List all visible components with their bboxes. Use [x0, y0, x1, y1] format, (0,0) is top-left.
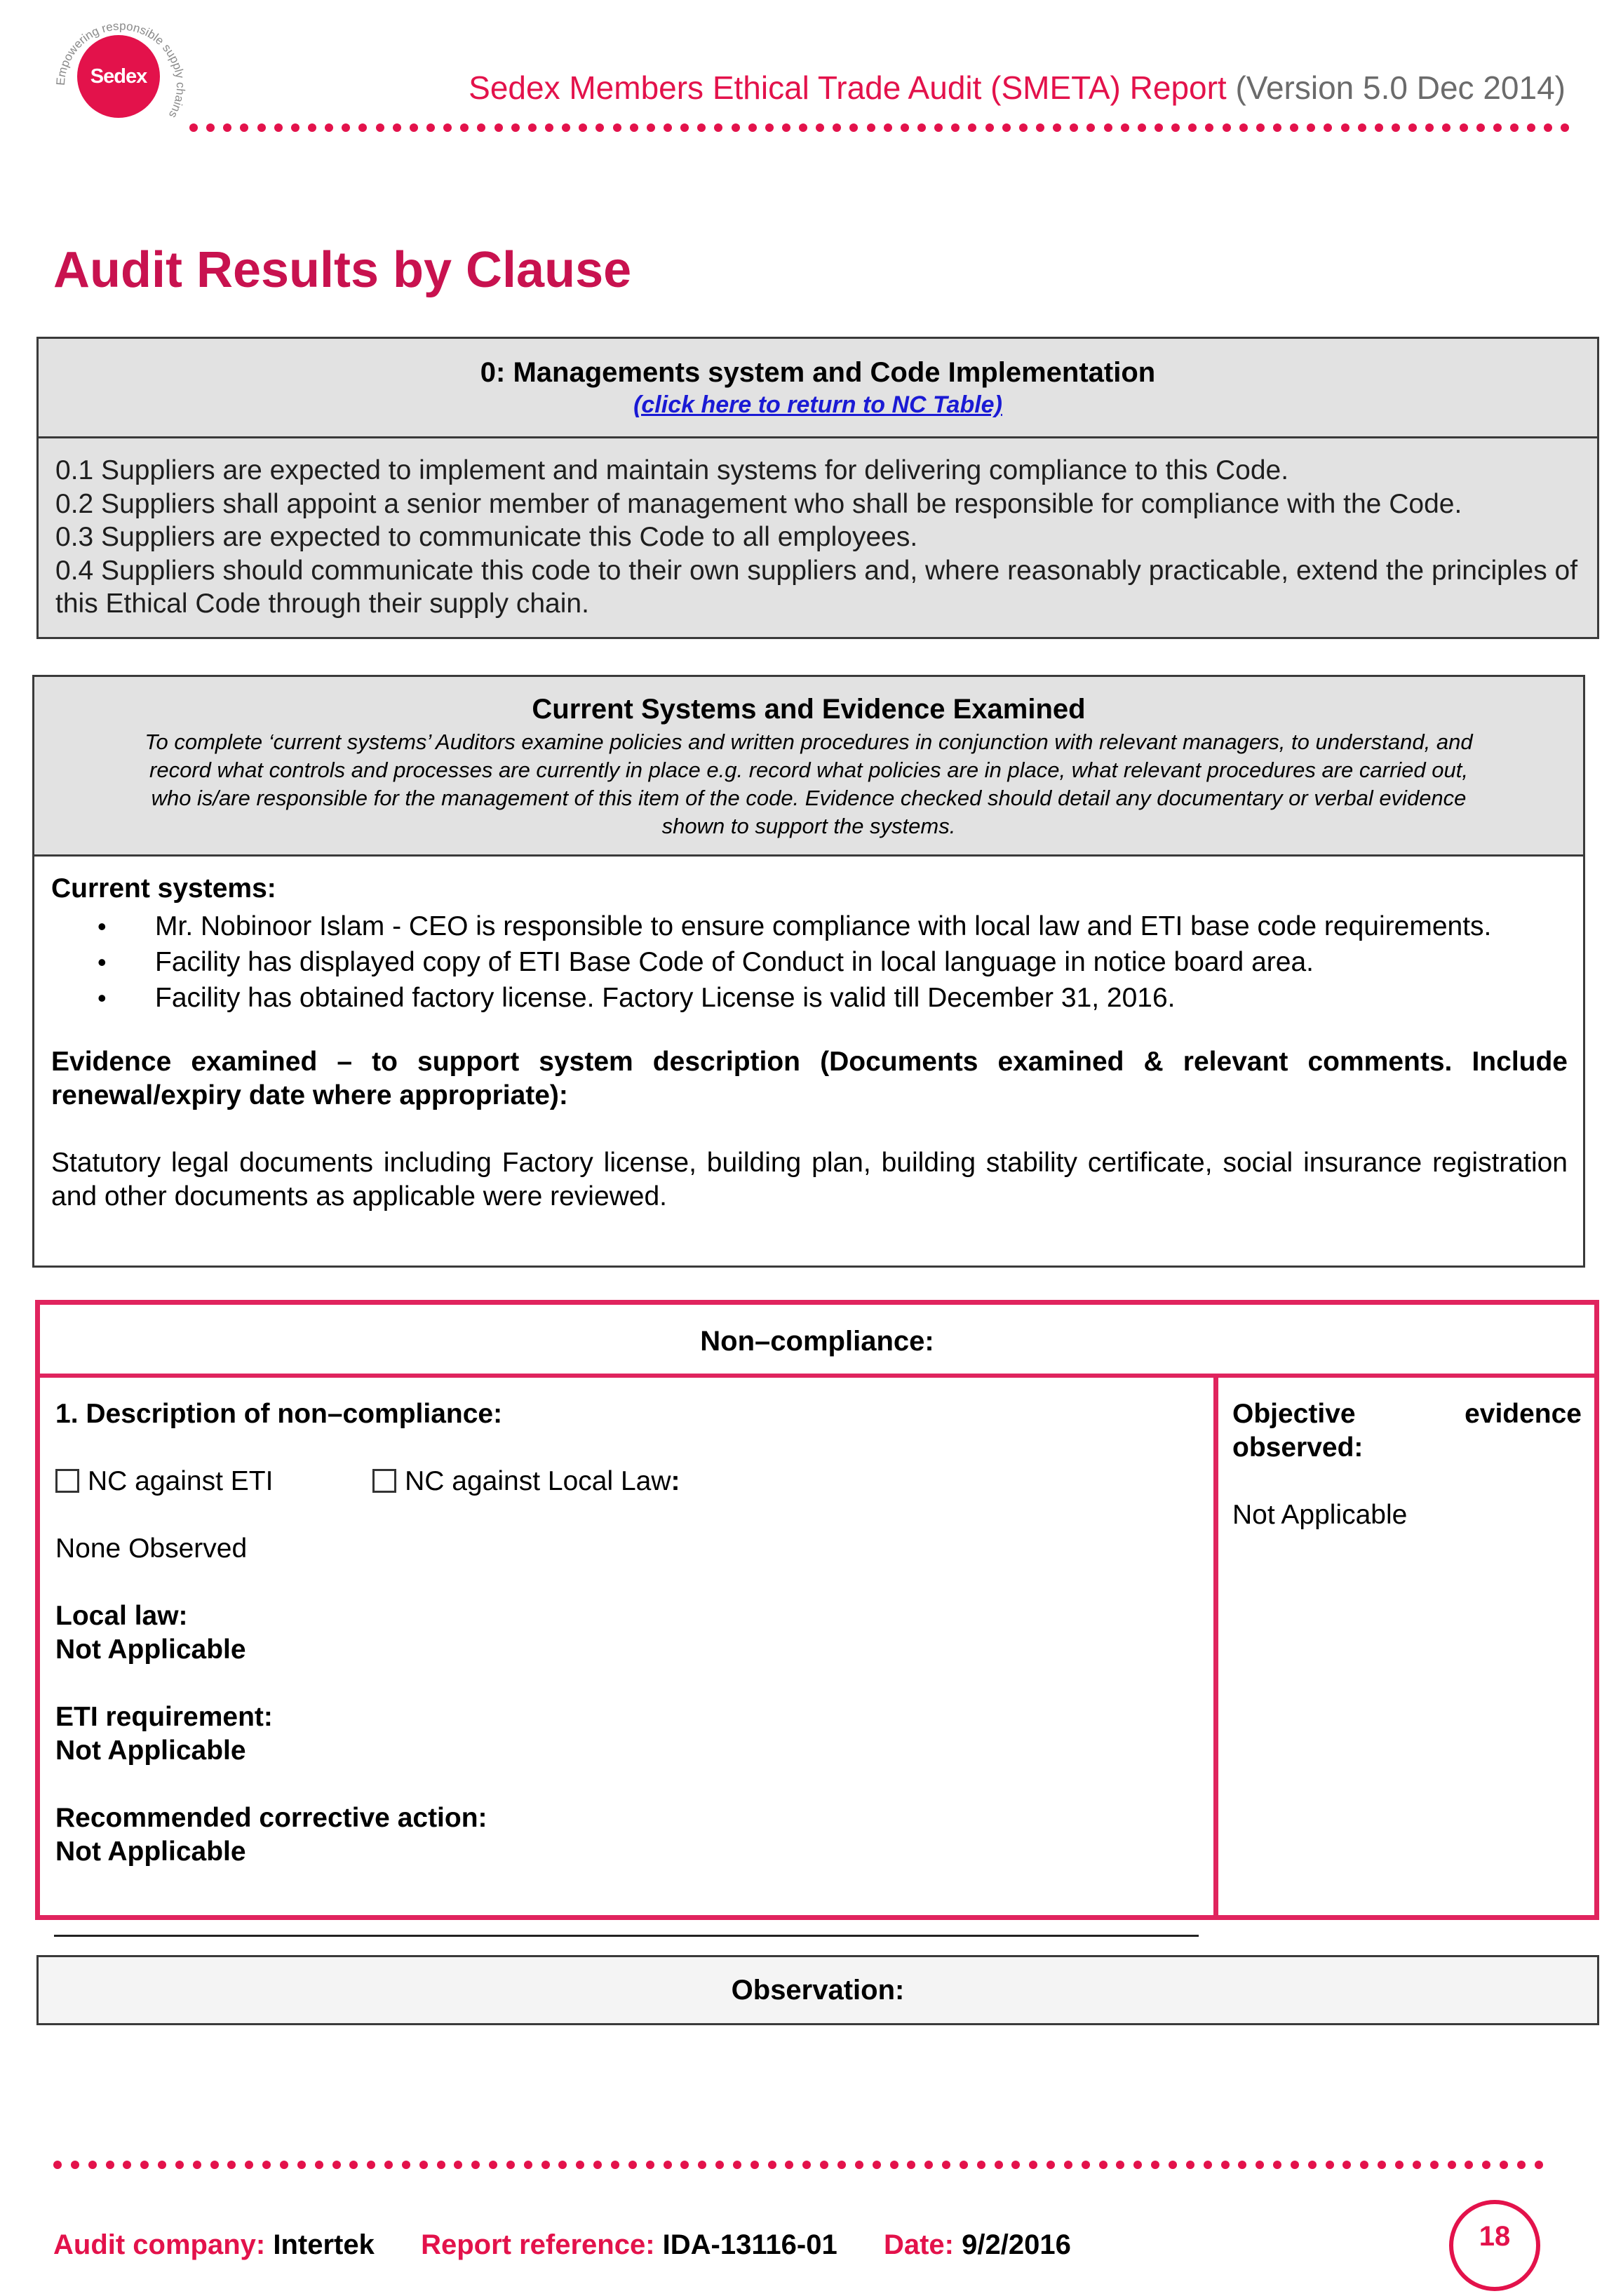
page-title: Audit Results by Clause	[53, 242, 632, 298]
rule-dot	[1204, 2161, 1212, 2169]
rule-dot	[140, 2161, 149, 2169]
rule-dot	[210, 2161, 219, 2169]
rule-dot	[262, 2161, 271, 2169]
rule-dot	[802, 2161, 811, 2169]
list-item: • Mr. Nobinoor Islam - CEO is responsible to ensure compliance with local law and ETI base code requirements.	[51, 910, 1568, 943]
rule-dot	[1308, 2161, 1317, 2169]
rule-dot	[1326, 2161, 1334, 2169]
rule-dot	[342, 123, 350, 132]
rule-dot	[732, 123, 740, 132]
nc-eti-checkbox[interactable]	[55, 1469, 79, 1493]
clause-body	[39, 438, 1597, 637]
rule-dot	[1358, 123, 1366, 132]
rule-dot	[733, 2161, 741, 2169]
rule-dot	[315, 2161, 323, 2169]
rule-dot	[611, 2161, 619, 2169]
rule-dot	[358, 123, 367, 132]
rule-dot	[816, 123, 824, 132]
rule-dot	[1544, 123, 1552, 132]
rule-dot	[849, 123, 858, 132]
rule-dot	[158, 2161, 166, 2169]
rule-dot	[1116, 2161, 1124, 2169]
rule-dot	[1036, 123, 1044, 132]
rule-dot	[426, 123, 435, 132]
rule-dot	[628, 2161, 637, 2169]
rule-dot	[308, 123, 316, 132]
footer	[53, 2229, 1071, 2261]
rule-dot	[1360, 2161, 1368, 2169]
current-systems-label: Current systems:	[51, 873, 276, 904]
rule-dot	[714, 123, 722, 132]
corrective-action-label: Recommended corrective action:	[55, 1803, 487, 1833]
rule-dot	[1290, 123, 1298, 132]
rule-dot	[325, 123, 333, 132]
rule-dot	[393, 123, 401, 132]
rule-dot	[593, 2161, 602, 2169]
rule-dot	[890, 2161, 898, 2169]
evidence-text: Statutory legal documents including Factory license, building plan, building stability certificate, social insurance registration and other documents as applicable were reviewed.	[51, 1148, 1568, 1211]
rule-dot	[698, 2161, 706, 2169]
rule-dot	[274, 123, 283, 132]
rule-dot	[545, 123, 553, 132]
nc-local-law-colon: :	[671, 1466, 680, 1496]
logo-wordmark: Sedex	[90, 65, 147, 88]
rule-dot	[680, 123, 689, 132]
rule-dot	[977, 2161, 985, 2169]
rule-dot	[1029, 2161, 1037, 2169]
rule-dot	[454, 2161, 462, 2169]
rule-dot	[873, 2161, 881, 2169]
rule-dot	[837, 2161, 846, 2169]
rule-dot	[1378, 2161, 1386, 2169]
rule-dot	[901, 123, 909, 132]
current-systems-list	[51, 910, 1568, 1014]
rule-dot	[223, 123, 231, 132]
rule-dot	[1482, 2161, 1490, 2169]
rule-dot	[1430, 2161, 1439, 2169]
systems-header	[34, 677, 1583, 857]
rule-dot	[106, 2161, 114, 2169]
rule-dot	[506, 2161, 515, 2169]
rule-dot	[1527, 123, 1535, 132]
rule-dot	[1064, 2161, 1072, 2169]
evidence-word: evidence	[1465, 1399, 1582, 1429]
rule-dot	[123, 2161, 131, 2169]
rule-dot	[376, 123, 384, 132]
sedex-logo	[49, 3, 200, 154]
rule-dot	[867, 123, 875, 132]
rule-dot	[579, 123, 587, 132]
nc-checkbox-row	[55, 1465, 1213, 1498]
rule-dot	[1188, 123, 1197, 132]
rule-dot	[1171, 123, 1180, 132]
rule-dot	[680, 2161, 689, 2169]
rule-dot	[1341, 123, 1349, 132]
rule-dot	[384, 2161, 393, 2169]
rule-dot	[410, 123, 418, 132]
rule-dot	[765, 123, 774, 132]
systems-instructions: To complete ‘current systems’ Auditors examine policies and written procedures in conjunction with relevant managers, to understand, and record what controls and processes are currently in place e.g. record what policies are in place, what relevant procedures are carried out, who is/are responsible for the management of this item of the code. Evidence checked should detail any documentary or verbal evidence shown to support the systems.	[144, 730, 1473, 838]
rule-dot	[995, 2161, 1003, 2169]
rule-dot	[1500, 2161, 1508, 2169]
objective-word: Objective	[1232, 1399, 1356, 1429]
rule-dot	[1002, 123, 1011, 132]
rule-dot	[193, 2161, 201, 2169]
rule-dot	[437, 2161, 445, 2169]
objective-evidence-cell	[1218, 1378, 1594, 1915]
rule-dot	[664, 123, 672, 132]
rule-dot	[1155, 123, 1163, 132]
rule-dot	[1121, 123, 1129, 132]
rule-dot	[715, 2161, 724, 2169]
systems-title: Current Systems and Evidence Examined	[532, 694, 1086, 725]
report-title	[469, 69, 1566, 107]
date-label: Date:	[883, 2229, 954, 2260]
rule-dot	[1239, 123, 1248, 132]
nc-local-law-checkbox[interactable]	[372, 1469, 396, 1493]
rule-dot	[1561, 123, 1569, 132]
rule-dot	[206, 123, 215, 132]
rule-dot	[1392, 123, 1400, 132]
rule-dot	[1273, 123, 1281, 132]
rule-dot	[189, 123, 198, 132]
rule-dot	[799, 123, 807, 132]
objective-evidence-label	[1232, 1397, 1582, 1431]
rule-dot	[1465, 2161, 1473, 2169]
rule-dot	[1460, 123, 1468, 132]
systems-body	[34, 857, 1583, 1214]
rule-dot	[1104, 123, 1112, 132]
rule-dot	[1011, 2161, 1020, 2169]
rule-dot	[1442, 123, 1450, 132]
rule-dot	[419, 2161, 428, 2169]
rule-dot	[782, 123, 790, 132]
rule-dot	[471, 2161, 480, 2169]
rule-dot	[1053, 123, 1061, 132]
nc-eti-label: NC against ETI	[88, 1466, 274, 1496]
rule-dot	[1448, 2161, 1456, 2169]
rule-dot	[1019, 123, 1028, 132]
audit-company-value: Intertek	[273, 2229, 375, 2260]
rule-dot	[697, 123, 706, 132]
rule-dot	[1133, 2161, 1142, 2169]
rule-dot	[175, 2161, 184, 2169]
rule-dot	[489, 2161, 497, 2169]
rule-dot	[297, 2161, 306, 2169]
rule-dot	[595, 123, 604, 132]
rule-dot	[1510, 123, 1519, 132]
rule-dot	[528, 123, 537, 132]
rule-dot	[524, 2161, 532, 2169]
rule-dot	[1238, 2161, 1246, 2169]
rule-dot	[291, 123, 299, 132]
rule-dot	[71, 2161, 79, 2169]
rule-dot	[934, 123, 943, 132]
rule-dot	[924, 2161, 933, 2169]
rule-dot	[576, 2161, 584, 2169]
rule-dot	[785, 2161, 793, 2169]
nc-local-law-label: NC against Local Law	[405, 1466, 671, 1496]
rule-dot	[985, 123, 994, 132]
rule-dot	[53, 2161, 62, 2169]
observation-box	[36, 1955, 1599, 2025]
rule-dot	[1307, 123, 1315, 132]
rule-dot	[1375, 123, 1383, 132]
list-item: • Facility has displayed copy of ETI Base Code of Conduct in local language in notice board area.	[51, 946, 1568, 979]
rule-dot	[88, 2161, 97, 2169]
non-compliance-box	[35, 1300, 1599, 1920]
eti-requirement-value: Not Applicable	[55, 1736, 246, 1766]
rule-dot	[1413, 2161, 1421, 2169]
clause-line: 0.1 Suppliers are expected to implement and maintain systems for delivering compliance to this Code.	[55, 455, 1289, 485]
rule-dot	[1151, 2161, 1159, 2169]
rule-dot	[646, 2161, 654, 2169]
rule-dot	[907, 2161, 915, 2169]
rule-dot	[664, 2161, 672, 2169]
rule-dot	[968, 123, 976, 132]
return-to-nc-table-link[interactable]: (click here to return to NC Table)	[633, 391, 1002, 418]
rule-dot	[1291, 2161, 1299, 2169]
rule-dot	[768, 2161, 776, 2169]
rule-dot	[748, 123, 757, 132]
nc-description-value: None Observed	[55, 1533, 248, 1564]
rule-dot	[443, 123, 452, 132]
rule-dot	[541, 2161, 550, 2169]
local-law-value: Not Applicable	[55, 1634, 246, 1665]
eti-requirement-label: ETI requirement:	[55, 1702, 273, 1732]
rule-dot	[1476, 123, 1485, 132]
rule-dot	[1324, 123, 1332, 132]
header-dotted-rule	[189, 123, 1570, 132]
logo-tagline: Empowering responsible supply chains	[53, 19, 188, 121]
rule-dot	[1408, 123, 1417, 132]
rule-dot	[1273, 2161, 1281, 2169]
rule-dot	[820, 2161, 828, 2169]
observation-title: Observation:	[731, 1975, 905, 2006]
rule-dot	[1070, 123, 1078, 132]
rule-dot	[332, 2161, 341, 2169]
rule-dot	[1223, 123, 1231, 132]
rule-dot	[1205, 123, 1213, 132]
observed-word: observed:	[1232, 1432, 1364, 1463]
report-reference-label: Report reference:	[421, 2229, 655, 2260]
nc-description-cell	[40, 1378, 1218, 1915]
rule-dot	[1256, 123, 1265, 132]
current-systems-box	[32, 675, 1585, 1268]
rule-dot	[1221, 2161, 1230, 2169]
rule-dot	[460, 123, 469, 132]
rule-dot	[558, 2161, 567, 2169]
audit-company-label: Audit company:	[53, 2229, 266, 2260]
rule-dot	[240, 123, 248, 132]
report-reference-value: IDA-13116-01	[662, 2229, 837, 2260]
clause-header	[39, 339, 1597, 438]
rule-dot	[280, 2161, 288, 2169]
rule-dot	[750, 2161, 759, 2169]
clause-line: 0.3 Suppliers are expected to communicate this Code to all employees.	[55, 522, 918, 552]
rule-dot	[367, 2161, 375, 2169]
rule-dot	[1046, 2161, 1055, 2169]
date-value: 9/2/2016	[962, 2229, 1071, 2260]
evidence-label: Evidence examined – to support system description (Documents examined & relevant comments. Include renewal/expiry date where appropriate):	[51, 1047, 1568, 1110]
rule-dot	[855, 2161, 863, 2169]
rule-dot	[1342, 2161, 1351, 2169]
rule-dot	[613, 123, 621, 132]
rule-dot	[942, 2161, 950, 2169]
rule-dot	[1535, 2161, 1543, 2169]
rule-dot	[1086, 123, 1095, 132]
nc-description-label: 1. Description of non–compliance:	[55, 1399, 503, 1429]
rule-dot	[402, 2161, 410, 2169]
rule-dot	[511, 123, 520, 132]
rule-dot	[1099, 2161, 1108, 2169]
rule-dot	[494, 123, 503, 132]
rule-dot	[257, 123, 266, 132]
rule-dot	[630, 123, 638, 132]
report-version: (Version 5.0 Dec 2014)	[1235, 69, 1566, 106]
report-title-text: Sedex Members Ethical Trade Audit (SMETA) Report	[469, 69, 1227, 106]
rule-dot	[884, 123, 892, 132]
local-law-label: Local law:	[55, 1601, 188, 1631]
rule-dot	[1138, 123, 1146, 132]
rule-dot	[562, 123, 570, 132]
rule-dot	[1395, 2161, 1404, 2169]
rule-dot	[349, 2161, 358, 2169]
rule-dot	[647, 123, 655, 132]
rule-dot	[1425, 123, 1434, 132]
rule-dot	[1517, 2161, 1526, 2169]
clause-title: 0: Managements system and Code Implementation	[480, 357, 1156, 388]
rule-dot	[1186, 2161, 1194, 2169]
clause-box	[36, 337, 1599, 639]
corrective-action-value: Not Applicable	[55, 1837, 246, 1867]
rule-dot	[833, 123, 841, 132]
page-number: 18	[1449, 2200, 1540, 2291]
rule-dot	[917, 123, 926, 132]
rule-dot	[951, 123, 960, 132]
rule-dot	[1082, 2161, 1090, 2169]
non-compliance-title: Non–compliance:	[40, 1305, 1594, 1378]
rule-dot	[1256, 2161, 1264, 2169]
clause-line: 0.4 Suppliers should communicate this code to their own suppliers and, where reasonably practicable, extend the principles of this Ethical Code through their supply chain.	[55, 555, 1578, 619]
rule-dot	[227, 2161, 236, 2169]
rule-dot	[960, 2161, 968, 2169]
divider	[54, 1935, 1199, 1937]
list-item: • Facility has obtained factory license. Factory License is valid till December 31, 2016.	[51, 981, 1568, 1014]
rule-dot	[1493, 123, 1502, 132]
objective-evidence-value: Not Applicable	[1232, 1500, 1408, 1530]
footer-dotted-rule	[53, 2161, 1543, 2169]
rule-dot	[477, 123, 485, 132]
rule-dot	[1169, 2161, 1177, 2169]
clause-line: 0.2 Suppliers shall appoint a senior member of management who shall be responsible for compliance with the Code.	[55, 488, 1462, 519]
rule-dot	[245, 2161, 253, 2169]
